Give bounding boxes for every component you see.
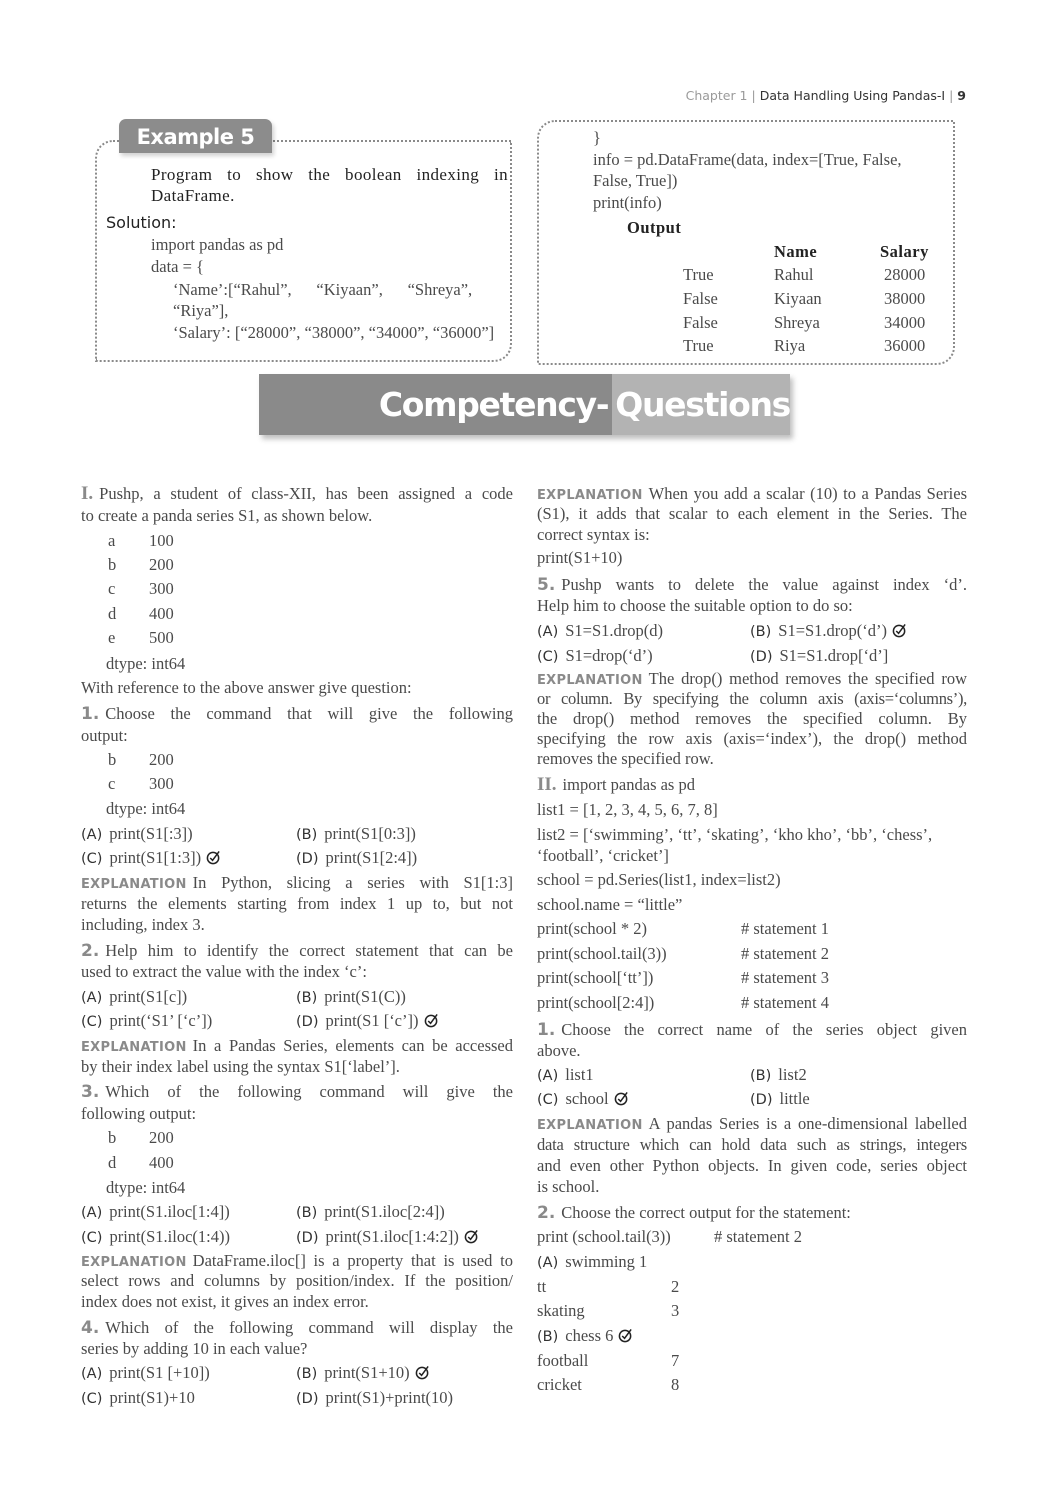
option-d[interactable] [750,645,888,668]
option-label: (B) [296,827,318,843]
option-text: swimming 1 [565,1252,648,1271]
question-text: Choose the command that will give the following [105,704,513,723]
option-c[interactable] [537,645,653,668]
option-label: (B) [296,1366,318,1382]
code-line: print(S1+10) [537,548,623,567]
explanation-text: In Python, slicing a series with S1[1:3] [192,873,513,892]
example-tab: Example 5 [119,119,272,153]
output-key: tt [537,1277,547,1296]
explanation-text: by their index label using the syntax S1[‘label’]. [81,1057,400,1076]
explanation-label: EXPLANATION [537,1118,643,1133]
option-c[interactable] [537,1088,629,1111]
option-text: print(S1)+10 [109,1388,195,1407]
option-c[interactable] [81,847,221,870]
question-text: Help him to choose the suitable option to do so: [537,596,853,615]
code-line: “Riya”], [173,301,229,320]
separator: | [751,88,756,103]
output-value: 2 [671,1277,680,1296]
explanation-text: the drop() method removes the specified column. By [537,709,967,728]
question-text: output: [81,726,128,745]
explanation-text: index does not exist, it gives an index error. [81,1292,369,1311]
correct-check-icon [618,1328,633,1343]
cell-salary: 28000 [884,265,926,284]
series-value: 500 [149,628,174,647]
explanation-label: EXPLANATION [537,673,643,688]
option-text: S1=S1.drop(‘d’) [778,621,888,640]
explanation-text: is school. [537,1177,600,1196]
code-line: ‘Salary’: [“28000”, “38000”, “34000”, “36000”] [173,323,495,342]
banner-part1: Competency-Focused [259,374,612,435]
row-index: False [683,313,718,332]
dtype-label: dtype: int64 [106,1178,186,1197]
option-text: S1=S1.drop[‘d’] [779,646,889,665]
question-ii-1 [537,1019,967,1041]
banner-part2: Questions [612,374,790,435]
question-text: Which of the following command will give the [105,1082,513,1101]
question-text: Which of the following command will display the [105,1318,513,1337]
option-a[interactable] [81,1362,210,1385]
option-text: print(S1.iloc[1:4]) [109,1202,230,1221]
option-label: (C) [81,1014,103,1030]
question-text: used to extract the value with the index ‘c’: [81,962,367,981]
part-number: II. [537,774,557,795]
series-value: 300 [149,774,174,793]
option-text: print(S1 [‘c’]) [325,1011,419,1030]
series-key: e [108,628,116,647]
option-label: (A) [81,827,103,843]
reference-text: With reference to the above answer give question: [81,678,412,697]
output-value: 7 [671,1351,680,1370]
code-line: import pandas as pd [151,235,284,254]
option-text: print(S1)+print(10) [325,1388,454,1407]
series-value: 100 [149,531,174,550]
part-number: I. [81,483,94,504]
explanation-text: returns the elements starting from index 1 up to, but not [81,894,513,913]
cell-salary: 36000 [884,336,926,355]
option-text: little [779,1089,810,1108]
option-text: chess 6 [565,1326,614,1345]
explanation-text: including, index 3. [81,915,205,934]
intro-line: Pushp, a student of class-XII, has been assigned a code [99,484,513,503]
series-key: c [108,774,116,793]
option-c[interactable] [81,1010,212,1033]
explanation-label: EXPLANATION [81,1040,187,1055]
correct-check-icon [892,623,907,638]
option-text: print(S1[2:4]) [325,848,418,867]
option-label: (A) [81,990,103,1006]
option-a[interactable] [537,1064,594,1087]
explanation-text: A pandas Series is a one-dimensional labelled [648,1114,967,1133]
code-line: data = { [151,257,204,276]
series-value: 400 [149,1153,174,1172]
code-line: school.name = “little” [537,895,683,914]
explanation-text: select rows and columns by position/index. If the position/ [81,1271,513,1290]
question-4 [81,1317,513,1339]
option-b[interactable] [296,986,406,1009]
separator: | [949,88,954,103]
option-b[interactable] [750,620,907,643]
explanation-label: EXPLANATION [81,877,187,892]
option-b[interactable] [296,823,416,846]
code-line: } [593,128,601,147]
intro-line: to create a panda series S1, as shown below. [81,506,373,525]
series-value: 400 [149,604,174,623]
dtype-label: dtype: int64 [106,654,186,673]
option-text: print(S1.iloc(1:4)) [109,1227,230,1246]
correct-check-icon [464,1229,479,1244]
explanation-text: or column. By specifying the column axis (axis=‘columns’), [537,689,967,708]
cell-name: Shreya [774,313,820,332]
series-key: d [108,1153,117,1172]
option-label: (A) [81,1366,103,1382]
code-line: print(info) [593,193,662,212]
dtype-label: dtype: int64 [106,799,186,818]
explanation-text: and even other Python objects. In given code, series object [537,1156,967,1175]
row-index: True [683,336,714,355]
option-b[interactable] [296,1201,445,1224]
question-text: following output: [81,1104,197,1123]
option-d[interactable] [296,1387,453,1410]
row-index: False [683,289,718,308]
explanation-label: EXPLANATION [537,488,643,503]
series-value: 200 [149,750,174,769]
option-text: list2 [778,1065,807,1084]
series-value: 200 [149,1128,174,1147]
option-label: (C) [81,851,103,867]
code-line: list2 = [‘swimming’, ‘tt’, ‘skating’, ‘kho kho’, ‘bb’, ‘chess’, [537,825,933,844]
series-key: a [108,531,116,550]
series-key: c [108,579,116,598]
part-2-header [537,774,695,796]
option-label: (C) [81,1391,103,1407]
option-text: print(S1[0:3]) [324,824,416,843]
intro-text [81,483,513,505]
explanation-text: (S1), it adds that scalar to each element in the Series. The [537,504,967,523]
option-text: print(S1.iloc[2:4]) [324,1202,445,1221]
option-a[interactable] [537,620,663,643]
option-label: (A) [81,1205,103,1221]
correct-check-icon [614,1091,629,1106]
option-label: (D) [296,1230,319,1246]
option-text: school [565,1089,609,1108]
option-a[interactable] [81,823,193,846]
option-d[interactable] [750,1088,810,1111]
cell-salary: 38000 [884,289,926,308]
code-line: ‘football’, ‘cricket’] [537,846,669,865]
example-prompt: Program to show the boolean indexing in [151,165,508,184]
explanation-text: The drop() method removes the specified row [648,669,967,688]
option-label: (B) [537,1329,559,1345]
question-text: above. [537,1041,581,1060]
statement-comment: # statement 1 [741,919,829,938]
code-line: list1 = [1, 2, 3, 4, 5, 6, 7, 8] [537,800,718,819]
explanation-text: specifying the row axis (axis=‘index’), the drop() method [537,729,967,748]
question-2 [81,940,513,962]
correct-check-icon [415,1365,430,1380]
statement-code: print (school.tail(3)) [537,1227,671,1246]
output-value: 3 [671,1301,680,1320]
option-text: print(S1[:3]) [109,824,193,843]
column-header: Salary [880,242,929,261]
correct-check-icon [424,1013,439,1028]
option-text: list1 [565,1065,594,1084]
option-label: (A) [537,1068,559,1084]
question-number: 2. [537,1203,556,1223]
cell-name: Kiyaan [774,289,822,308]
option-label: (A) [537,1255,559,1271]
question-text: Help him to identify the correct statement that can be [105,941,513,960]
explanation-text: data structure which can hold data such as strings, integers [537,1135,967,1154]
question-number: 2. [81,941,100,961]
option-label: (B) [296,1205,318,1221]
code-line: school = pd.Series(list1, index=list2) [537,870,781,889]
option-label: (D) [296,1391,319,1407]
series-key: d [108,604,117,623]
explanation-text: When you add a scalar (10) to a Pandas Series [648,484,967,503]
code-line: False, True]) [593,171,678,190]
option-text: S1=S1.drop(d) [565,621,664,640]
statement-comment: # statement 4 [741,993,829,1012]
code-line: info = pd.DataFrame(data, index=[True, False, [593,150,902,169]
option-b[interactable] [750,1064,807,1087]
question-number: 1. [537,1020,556,1040]
question-text: Choose the correct name of the series object given [561,1020,967,1039]
series-value: 300 [149,579,174,598]
explanation-text: removes the specified row. [537,749,714,768]
explanation-text: correct syntax is: [537,525,650,544]
output-key: cricket [537,1375,582,1394]
option-b[interactable] [537,1325,633,1348]
option-a[interactable] [81,986,187,1009]
cell-name: Rahul [774,265,814,284]
question-ii-2 [537,1202,851,1224]
option-b[interactable] [296,1362,430,1385]
question-number: 1. [81,704,100,724]
option-text: print(S1(C)) [324,987,406,1006]
option-label: (D) [750,649,773,665]
explanation-text: DataFrame.iloc[] is a property that is used to [192,1251,513,1270]
option-label: (B) [750,1068,772,1084]
option-text: print(S1[c]) [109,987,188,1006]
correct-check-icon [206,850,221,865]
question-text: Choose the correct output for the statement: [561,1203,851,1222]
question-number: 4. [81,1318,100,1338]
question-text: series by adding 10 in each value? [81,1339,308,1358]
option-label: (C) [81,1230,103,1246]
statement-code: print(school[‘tt’]) [537,968,654,987]
chapter-label: Chapter 1 [685,88,748,103]
statement-code: print(school * 2) [537,919,647,938]
option-c[interactable] [81,1387,195,1410]
option-d[interactable] [296,1010,439,1033]
option-a[interactable] [537,1251,647,1274]
statement-comment: # statement 2 [714,1227,802,1246]
option-text: print(S1[1:3]) [109,848,202,867]
output-value: 8 [671,1375,680,1394]
column-header: Name [774,242,818,261]
cell-name: Riya [774,336,806,355]
example-prompt: DataFrame. [151,186,235,205]
statement-code: print(school[2:4]) [537,993,655,1012]
series-value: 200 [149,555,174,574]
output-key: skating [537,1301,585,1320]
code-line: import pandas as pd [562,775,695,794]
option-text: S1=drop(‘d’) [565,646,653,665]
option-label: (D) [296,1014,319,1030]
statement-comment: # statement 3 [741,968,829,987]
option-label: (B) [750,624,772,640]
question-5 [537,574,967,596]
option-text: print(S1+10) [324,1363,410,1382]
option-text: print(S1 [+10]) [109,1363,210,1382]
statement-comment: # statement 2 [741,944,829,963]
output-key: football [537,1351,589,1370]
option-label: (C) [537,649,559,665]
code-line: ‘Name’:[“Rahul”, “Kiyaan”, “Shreya”, [173,280,473,299]
question-number: 5. [537,575,556,595]
row-index: True [683,265,714,284]
option-a[interactable] [81,1201,230,1224]
option-c[interactable] [81,1226,230,1249]
section-banner [259,374,790,485]
series-key: b [108,750,117,769]
option-label: (D) [296,851,319,867]
option-label: (C) [537,1092,559,1108]
option-label: (A) [537,624,559,640]
cell-salary: 34000 [884,313,926,332]
option-d[interactable] [296,847,417,870]
output-label: Output [627,218,682,237]
running-header [686,88,966,103]
question-number: 3. [81,1082,100,1102]
page-number: 9 [957,88,966,103]
series-key: b [108,1128,117,1147]
explanation-text: In a Pandas Series, elements can be accessed [192,1036,513,1055]
question-1 [81,703,513,725]
option-text: print(‘S1’ [‘c’]) [109,1011,213,1030]
question-text: Pushp wants to delete the value against index ‘d’. [561,575,967,594]
statement-code: print(school.tail(3)) [537,944,667,963]
chapter-title: Data Handling Using Pandas-I [759,88,946,103]
series-key: b [108,555,117,574]
option-d[interactable] [296,1226,479,1249]
option-label: (D) [750,1092,773,1108]
solution-label: Solution: [106,213,177,232]
option-text: print(S1.iloc[1:4:2]) [325,1227,459,1246]
explanation-label: EXPLANATION [81,1255,187,1270]
option-label: (B) [296,990,318,1006]
question-3 [81,1081,513,1103]
